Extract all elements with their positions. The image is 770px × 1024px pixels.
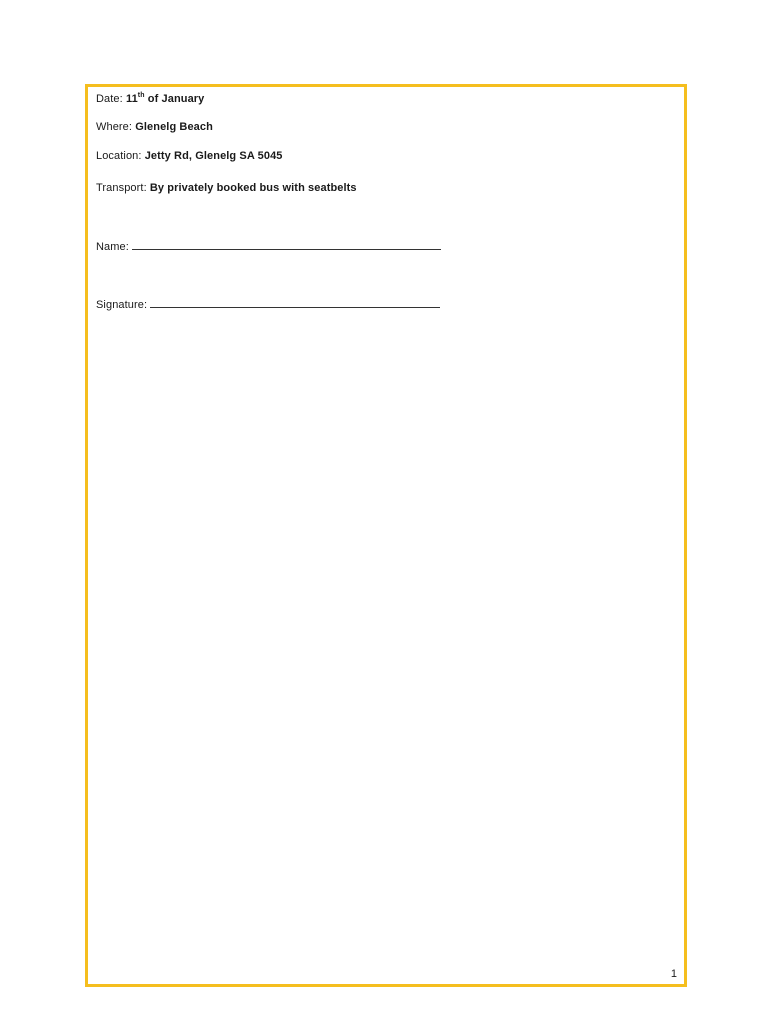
signature-field[interactable] — [150, 297, 440, 308]
date-line — [96, 92, 204, 106]
location-label: Location: — [96, 150, 142, 162]
location-line — [96, 149, 283, 163]
transport-line — [96, 181, 357, 195]
date-day: 11 — [125, 93, 138, 105]
where-label: Where: — [96, 121, 133, 133]
where-value: Glenelg Beach — [135, 121, 213, 133]
name-line — [96, 239, 441, 254]
location-value: Jetty Rd, Glenelg SA 5045 — [144, 150, 283, 162]
date-value — [126, 93, 204, 105]
signature-line — [96, 297, 440, 312]
name-field[interactable] — [132, 239, 441, 250]
transport-label: Transport: — [96, 182, 147, 194]
name-label: Name: — [96, 241, 129, 253]
page-border-frame — [85, 84, 687, 987]
date-label: Date: — [96, 93, 123, 105]
transport-value: By privately booked bus with seatbelts — [149, 182, 357, 194]
where-line — [96, 120, 213, 134]
date-suffix: th — [137, 92, 145, 99]
signature-label: Signature: — [96, 299, 148, 311]
date-rest: of January — [147, 93, 205, 105]
page-number: 1 — [670, 968, 677, 980]
